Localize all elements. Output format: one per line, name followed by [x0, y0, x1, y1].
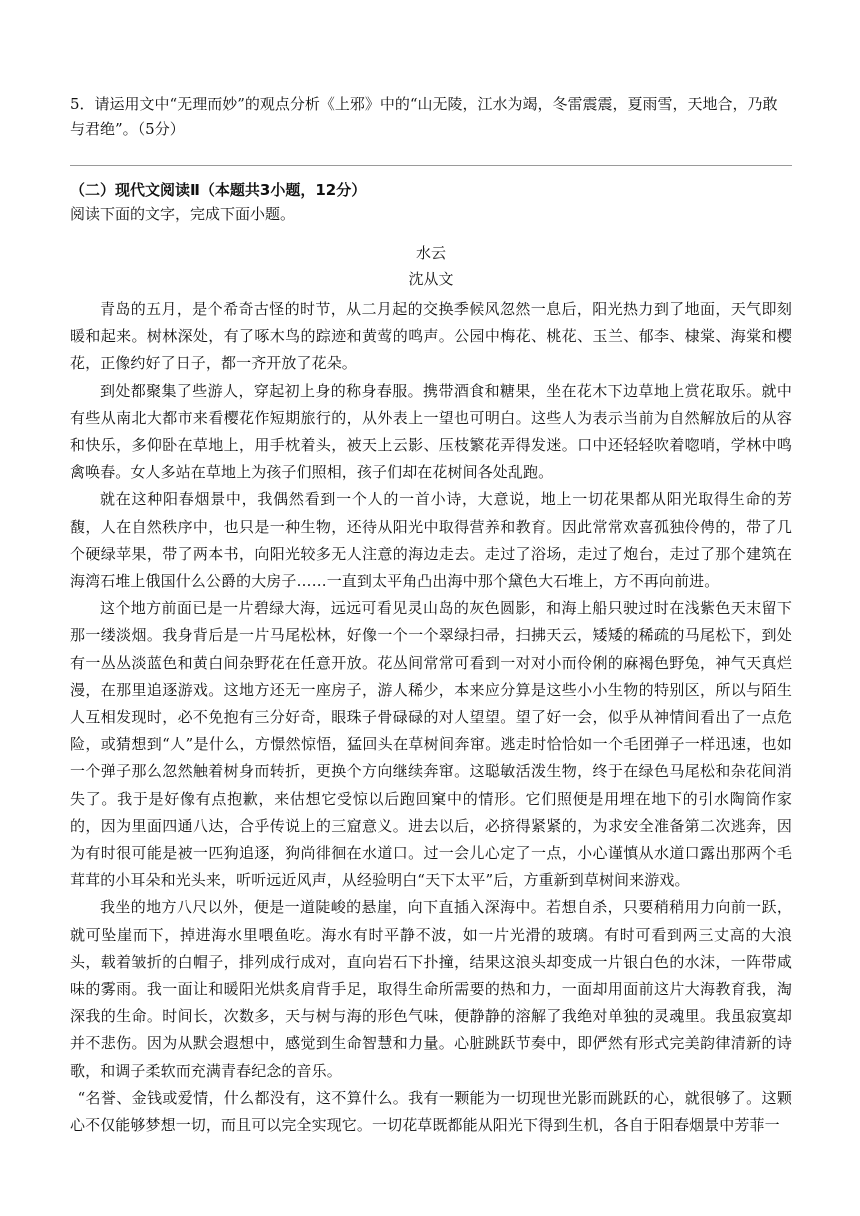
paragraph: 我坐的地方八尺以外，便是一道陡峻的悬崖，向下直插入深海中。若想自杀，只要稍稍用力向前一跃，就可坠崖而下，掉进海水里喂鱼吃。海水有时平静不波，如一片光滑的玻璃。有时可看到两三丈高的大浪头，载着皱折的白帽子，排列成行成对，直向岩石下扑撞，结果这浪头却变成一片银白色的水沫，一阵带咸味的雾雨。我一面让和暖阳光烘炙肩背手足，取得生命所需要的热和力，一面却用面前这片大海教育我，淘深我的生命。时间长，次数多，天与树与海的形色气味，便静静的溶解了我绝对单独的灵魂里。我虽寂寞却并不悲伤。因为从默会遐想中，感觉到生命智慧和力量。心脏跳跃节奏中，即俨然有形式完美韵律清新的诗歌，和调子柔软而充满青春纪念的音乐。	[70, 898, 792, 1080]
divider	[70, 165, 792, 166]
section-title: （二）现代文阅读Ⅱ（本题共3小题，12分）	[70, 181, 367, 199]
paragraph: “名誉、金钱或爱情，什么都没有，这不算什么。我有一颗能为一切现世光影而跳跃的心，就很够了。这颗心不仅能够梦想一切，而且可以完全实现它。一切花草既都能从阳光下得到生机，各自于阳春烟景中芳菲一	[70, 1088, 792, 1135]
question-5: 5．请运用文中“无理而妙”的观点分析《上邪》中的“山无陵，江水为竭，冬雷震震，夏雨雪，天地合，乃敢与君绝”。（5分）	[70, 95, 778, 138]
document-page	[70, 92, 792, 1139]
paragraph: 就在这种阳春烟景中，我偶然看到一个人的一首小诗，大意说，地上一切花果都从阳光取得生命的芳馥，人在自然秩序中，也只是一种生物，还待从阳光中取得营养和教育。因此常常欢喜孤独伶俜的，带了几个硬绿苹果，带了两本书，向阳光较多无人注意的海边走去。走过了浴场，走过了炮台，走过了那个建筑在海湾石堆上俄国什么公爵的大房子……一直到太平角凸出海中那个黛色大石堆上，方不再向前进。	[70, 490, 792, 591]
section-instruction: 阅读下面的文字，完成下面小题。	[70, 205, 296, 223]
paragraph: 这个地方前面已是一片碧绿大海，远远可看见灵山岛的灰色圆影，和海上船只驶过时在浅紫色天末留下那一缕淡烟。我身背后是一片马尾松林，好像一个一个翠绿扫帚，扫拂天云，矮矮的稀疏的马尾松下，到处有一丛丛淡蓝色和黄白间杂野花在任意开放。花丛间常常可看到一对对小而伶俐的麻褐色野兔，神气天真烂漫，在那里追逐游戏。这地方还无一座房子，游人稀少，本来应分算是这些小小生物的特别区，所以与陌生人互相发现时，必不免抱有三分好奇，眼珠子骨碌碌的对人望望。望了好一会，似乎从神情间看出了一点危险，或猜想到“人”是什么，方憬然惊悟，猛回头在草树间奔窜。逃走时恰恰如一个毛团弹子一样迅速，也如一个弹子那么忽然触着树身而转折，更换个方向继续奔窜。这聪敏活泼生物，终于在绿色马尾松和杂花间消失了。我于是好像有点抱歉，来估想它受惊以后跑回窠中的情形。它们照便是用埋在地下的引水陶筒作家的，因为里面四通八达，合乎传说上的三窟意义。进去以后，必挤得紧紧的，为求安全准备第二次逃奔，因为有时很可能是被一匹狗追逐，狗尚徘徊在水道口。过一会儿心定了一点，小心谨慎从水道口露出那两个毛茸茸的小耳朵和光头来，听听远近风声，从经验明白“天下太平”后，方重新到草树间来游戏。	[70, 599, 792, 890]
article-author: 沈从文	[408, 270, 454, 288]
article-title: 水云	[415, 244, 446, 262]
paragraph: 到处都聚集了些游人，穿起初上身的称身春服。携带酒食和糖果，坐在花木下边草地上赏花取乐。就中有些从南北大都市来看樱花作短期旅行的，从外表上一望也可明白。这些人为表示当前为自然解放后的从容和快乐，多仰卧在草地上，用手枕着头，被天上云影、压枝繁花弄得发迷。口中还轻轻吹着唿哨，学林中鸣禽唤春。女人多站在草地上为孩子们照相，孩子们却在花树间各处乱跑。	[70, 381, 792, 482]
paragraph: 青岛的五月，是个希奇古怪的时节，从二月起的交换季候风忽然一息后，阳光热力到了地面，天气即刻暖和起来。树林深处，有了啄木鸟的踪迹和黄莺的鸣声。公园中梅花、桃花、玉兰、郁李、棣棠、海棠和樱花，正像约好了日子，都一齐开放了花朵。	[70, 300, 792, 373]
